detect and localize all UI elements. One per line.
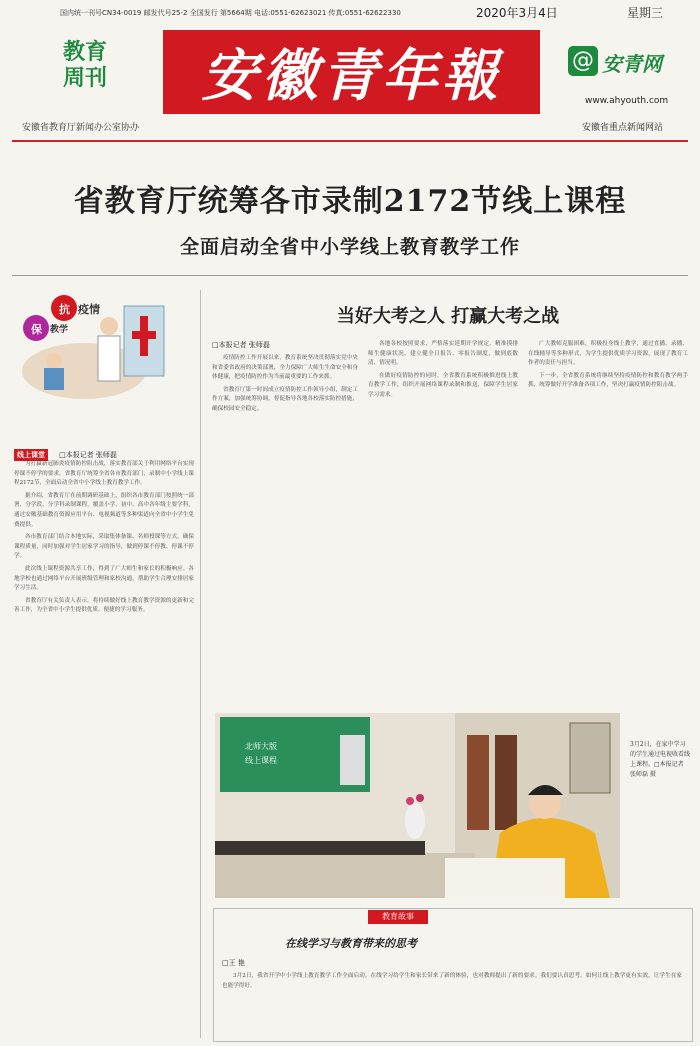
left-article-header bbox=[14, 442, 117, 461]
bottom-paragraph: 3月2日，我省开学中小学线上教育教学工作全面启动。在线学习给学生和家长带来了新的体验，也对教师提出了新的要求。我们要认真思考，如何让线上教学更有实效，让学生在家也能学得好。 bbox=[222, 973, 682, 989]
education-weekly-logo bbox=[50, 40, 120, 92]
left-article-byline: □本报记者 张师磊 bbox=[59, 451, 117, 459]
bottom-article-body bbox=[222, 972, 682, 1034]
middle-paragraph: 在做好疫情防控的同时，全省教育系统积极推进线上教育教学工作，组织开展网络课程录制和推送，保障学生居家学习需求。 bbox=[368, 372, 518, 398]
photo-caption: 3月2日，在家中学习的学生通过电视收看线上课程。□本报记者 张师磊 摄 bbox=[630, 741, 691, 778]
website-url[interactable]: www.ahyouth.com bbox=[585, 96, 669, 106]
main-subheadline: 全面启动全省中小学线上教育教学工作 bbox=[179, 236, 520, 258]
issue-weekday: 星期三 bbox=[627, 6, 664, 20]
tv-screen-text1: 北师大版 bbox=[245, 742, 277, 751]
left-paragraph: 为打赢新冠肺炎疫情防控阻击战，落实教育部关于利用网络平台实现停课不停学的要求，省教育厅统筹全省各市教育部门，录制中小学线上课程2172节，全面启动全省中小学线上教育教学工作。 bbox=[14, 461, 194, 487]
student-photo bbox=[215, 713, 620, 898]
bottom-article-badge: 教育故事 bbox=[368, 910, 428, 924]
column-divider bbox=[200, 290, 201, 1038]
left-paragraph: 此次线上课程资源共享工作，得到了广大师生和家长的积极响应。各地学校也通过网络平台开展班级管理和家校沟通，帮助学生合理安排居家学习生活。 bbox=[14, 565, 194, 592]
middle-paragraph: 各地各校按照要求，严格落实延期开学规定，精准摸排师生健康状况，建立健全日报告、零报告制度，做到底数清、情况明。 bbox=[368, 341, 518, 367]
left-paragraph: 各市教育部门结合本地实际，采取集体备课、名师授课等方式，确保课程质量，同时加强对学生居家学习的指导，做到停课不停教、停课不停学。 bbox=[14, 534, 194, 560]
education-weekly-line2: 周刊 bbox=[62, 66, 107, 91]
left-paragraph: 省教育厅有关负责人表示，将持续做好线上教育教学资源的更新和完善工作，为全省中小学生提供优质、便捷的学习服务。 bbox=[14, 597, 194, 614]
bottom-article-byline: □王 艳 bbox=[222, 959, 245, 967]
right-brand-subtitle: 安徽省重点新闻网站 bbox=[582, 123, 664, 133]
header-divider bbox=[12, 140, 688, 142]
top-info-bar bbox=[0, 0, 700, 22]
middle-paragraph: 疫情防控工作开展以来，教育系统坚决贯彻落实党中央和省委省政府的决策部署，全力保障广大师生生命安全和身体健康，把疫情防控作为当前最重要的工作来抓。 bbox=[212, 355, 358, 381]
middle-article-byline: □本报记者 张师磊 bbox=[212, 341, 270, 349]
middle-article-col3 bbox=[528, 340, 688, 704]
issue-date: 2020年3月4日 bbox=[476, 6, 558, 20]
main-headline: 省教育厅统筹各市录制2172节线上课程 bbox=[73, 184, 627, 219]
at-sign-icon: @ bbox=[568, 46, 598, 76]
middle-paragraph: 广大教师克服困难，积极投身线上教学，通过直播、录播、在线辅导等多种形式，为学生提供优质学习资源，展现了教育工作者的责任与担当。 bbox=[528, 341, 688, 367]
masthead bbox=[163, 30, 540, 114]
left-article-tag: 线上课堂 bbox=[14, 449, 48, 461]
education-weekly-line1: 教育 bbox=[62, 40, 107, 65]
left-paragraph: 据介绍，省教育厅在前期调研基础上，组织各市教育部门按照统一部署，分学段、分学科录制课程，覆盖小学、初中、高中各年级主要学科，通过安徽基础教育资源应用平台、电视频道等多种渠道向全省中小学生免费提供。 bbox=[14, 492, 194, 528]
badge-fight-text: 疫情 bbox=[78, 303, 100, 316]
epidemic-illustration bbox=[14, 286, 184, 406]
left-brand-subtitle: 安徽省教育厅新闻办公室协办 bbox=[22, 123, 140, 133]
tv-screen-text2: 线上课程 bbox=[245, 756, 277, 765]
right-brand-name: 安青网 bbox=[602, 52, 662, 76]
middle-article-title: 当好大考之人 打赢大考之战 bbox=[336, 306, 560, 327]
middle-paragraph: 下一步，全省教育系统将继续坚持疫情防控和教育教学两手抓，统筹做好开学准备各项工作，坚决打赢疫情防控阻击战。 bbox=[528, 372, 688, 389]
middle-paragraph: 省教育厅第一时间成立疫情防控工作领导小组，制定工作方案，加强统筹协调，督促指导各地各校落实防控措施，确保校园安全稳定。 bbox=[212, 386, 358, 412]
headline-divider bbox=[12, 275, 688, 276]
badge-protect-text: 教学 bbox=[50, 325, 69, 335]
middle-article-col2 bbox=[368, 340, 518, 704]
badge-fight: 抗 bbox=[59, 303, 70, 316]
left-article-body bbox=[14, 460, 194, 1035]
right-brand-logo[interactable] bbox=[568, 46, 668, 76]
issue-info: 国内统一刊号CN34-0019 邮发代号25-2 全国发行 第5664期 电话:0551-62623021 传真:0551-62622330 bbox=[60, 9, 401, 17]
middle-article-col1 bbox=[212, 354, 358, 704]
bottom-article-title: 在线学习与教育带来的思考 bbox=[285, 937, 417, 950]
masthead-title: 安徽青年報 bbox=[201, 43, 502, 109]
badge-protect: 保 bbox=[31, 323, 42, 336]
